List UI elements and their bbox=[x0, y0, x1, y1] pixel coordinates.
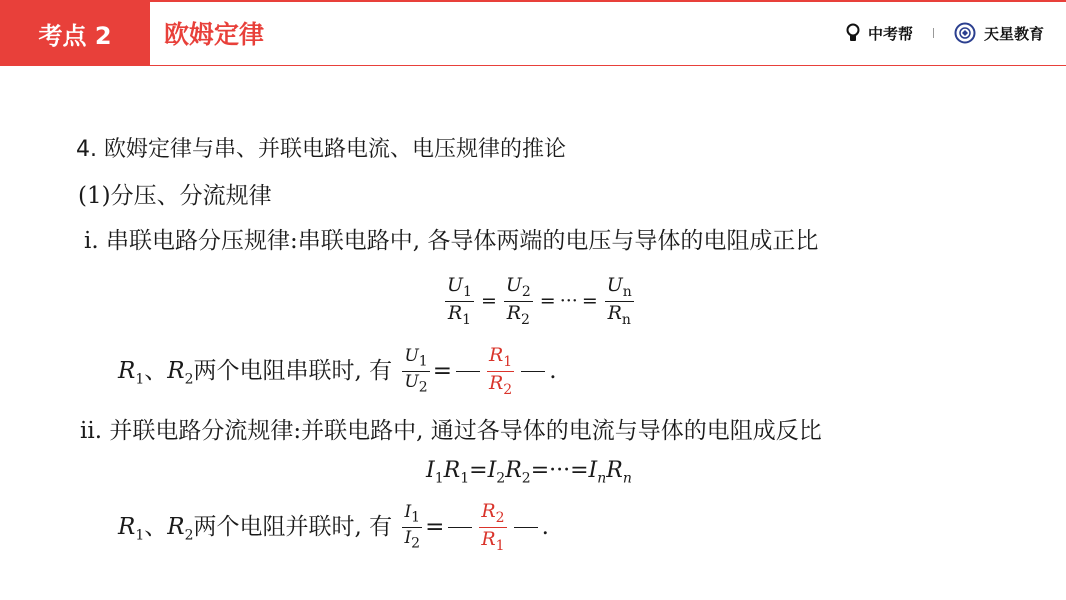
parallel-question: $R_1$、$R_2$两个电阻并联时, 有 $\frac{I_1}{I_2}$ = $\frac{R_2}{R_1}$ . bbox=[118, 500, 549, 555]
topic-badge: 考点 2 bbox=[0, 0, 150, 66]
parallel-rule-text: ⅱ. 并联电路分流规律:并联电路中, 通过各导体的电流与导体的电阻成反比 bbox=[80, 418, 822, 444]
series-formula: $\frac{U_1}{R_1}$ = $\frac{U_2}{R_2}$ = ··· = $\frac{U_n}{R_n}$ bbox=[447, 274, 632, 329]
subsection-title: (1)分压、分流规律 bbox=[78, 183, 272, 209]
answer-blank-right bbox=[521, 371, 545, 372]
tianxing-emblem-icon bbox=[954, 22, 976, 44]
series-rule-text: ⅰ. 串联电路分压规律:串联电路中, 各导体两端的电压与导体的电阻成正比 bbox=[84, 228, 819, 254]
logo-group bbox=[846, 0, 1044, 66]
logo-divider bbox=[933, 28, 934, 38]
bulb-icon bbox=[846, 23, 860, 43]
logo-zhongkaobang: 中考帮 bbox=[867, 24, 913, 43]
answer-blank-right bbox=[514, 527, 538, 528]
header-bar bbox=[0, 0, 1066, 66]
page-title: 欧姆定律 bbox=[164, 20, 265, 49]
fraction-u1-u2: $\frac{U_1}{U_2}$ bbox=[404, 346, 428, 396]
answer-fraction-r1-r2: $\frac{R_1}{R_2}$ bbox=[488, 344, 513, 399]
parallel-formula: $I_1R_1=I_2R_2=\cdot\cdot\cdot=I_nR_n$ bbox=[426, 458, 632, 487]
fraction-u1-r1: $\frac{U_1}{R_1}$ bbox=[447, 274, 472, 329]
fraction-i1-i2: $\frac{I_1}{I_2}$ bbox=[404, 502, 421, 552]
fraction-un-rn: $\frac{U_n}{R_n}$ bbox=[606, 274, 632, 329]
fraction-u2-r2: $\frac{U_2}{R_2}$ bbox=[505, 274, 531, 329]
series-question: $R_1$、$R_2$两个电阻串联时, 有 $\frac{U_1}{U_2}$ = $\frac{R_1}{R_2}$ . bbox=[118, 344, 557, 399]
section-heading: 4. 欧姆定律与串、并联电路电流、电压规律的推论 bbox=[76, 137, 566, 162]
answer-blank-left bbox=[448, 527, 472, 528]
logo-tianxing: 天星教育 bbox=[983, 24, 1044, 43]
answer-fraction-r2-r1: $\frac{R_2}{R_1}$ bbox=[481, 500, 505, 555]
answer-blank-left bbox=[456, 371, 480, 372]
